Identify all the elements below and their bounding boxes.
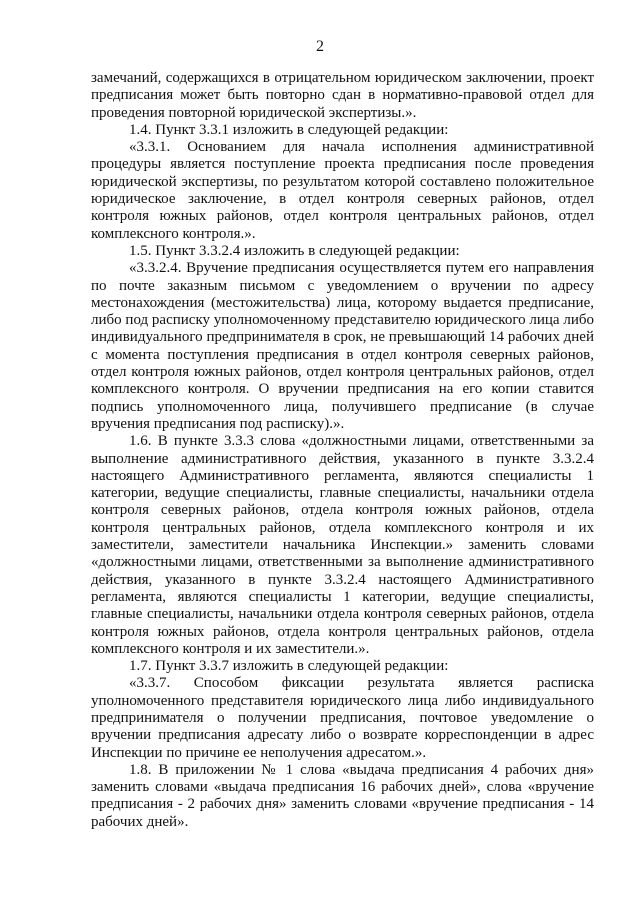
paragraph: 1.8. В приложении № 1 слова «выдача предписания 4 рабочих дня» заменить словами «выдача предписания 16 рабочих дней», слова «вручение предписания - 2 рабочих дня» заменить словами «вручение предписания - 14 рабочих дней». [91,761,594,830]
paragraph: 1.4. Пункт 3.3.1 изложить в следующей редакции: [129,121,449,138]
paragraph: «3.3.7. Способом фиксации результата является расписка уполномоченного представителя юридического лица либо индивидуального предпринимателя о получении предписания, почтовое уведомление о вручении предписания адресату либо о возврате корреспонденции в адрес Инспекции по причине ее неполучения адресатом.». [91,675,594,761]
paragraph: замечаний, содержащихся в отрицательном юридическом заключении, проект предписания может быть повторно сдан в нормативно-правовой отдел для проведения повторной юридической экспертизы.». [91,70,594,121]
paragraph: «3.3.1. Основанием для начала исполнения административной процедуры является поступление проекта предписания после проведения юридической экспертизы, по результатом которой составлено положительное юридическое заключение, в отдел контроля северных районов, отдел контроля южных районов, отдел контроля центральных районов, отдел комплексного контроля.». [91,139,594,242]
paragraph: 1.7. Пункт 3.3.7 изложить в следующей редакции: [129,658,449,675]
document-body [91,70,594,831]
paragraph: «3.3.2.4. Вручение предписания осуществляется путем его направления по почте заказным письмом с уведомлением о вручении по адресу местонахождения (местожительства) лица, которому выдается предписание, либо под расписку уполномоченному представителю юридического лица либо индивидуального предпринимателя в срок, не превышающий 14 рабочих дней с момента поступления предписания в отдел контроля северных районов, отдел контроля южных районов, отдел контроля центральных районов, отдел комплексного контроля. О вручении предписания на его копии ставится подпись уполномоченного лица, получившего предписание (в случае вручения предписания под расписку).». [91,260,594,432]
page-number: 2 [316,38,324,55]
paragraph: 1.5. Пункт 3.3.2.4 изложить в следующей редакции: [129,242,460,259]
paragraph: 1.6. В пункте 3.3.3 слова «должностными лицами, ответственными за выполнение административного действия, указанного в пункте 3.3.2.4 настоящего Административного регламента, являются специалисты 1 категории, ведущие специалисты, главные специалисты, начальники отдела контроля северных районов, отдела контроля южных районов, отдела контроля центральных районов, отдела комплексного контроля и их заместители, заместители начальника Инспекции.» заменить словами «должностными лицами, ответственными за выполнение административного действия, указанного в пункте 3.3.2.4 настоящего Административного регламента, являются специалисты 1 категории, ведущие специалисты, главные специалисты, начальники отдела контроля северных районов, отдела контроля южных районов, отдела контроля центральных районов, отдела комплексного контроля и их заместители.». [91,433,594,657]
